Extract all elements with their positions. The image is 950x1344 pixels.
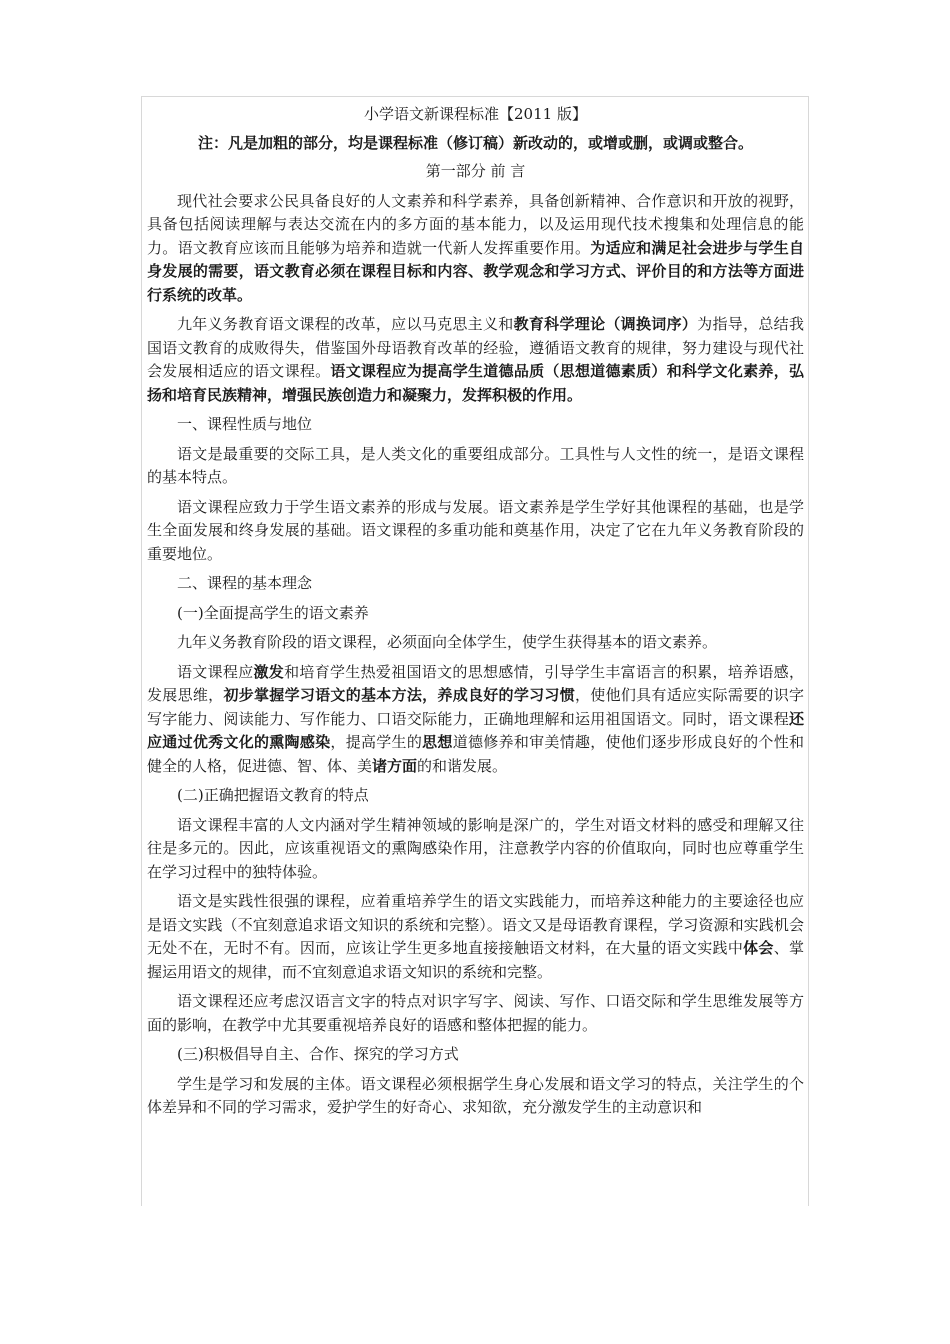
subsection-heading-1: (一)全面提高学生的语文素养 bbox=[177, 603, 369, 622]
subsection-heading-2: (二)正确把握语文教育的特点 bbox=[177, 786, 369, 804]
paragraph-text: 语文是实践性很强的课程，应着重培养学生的语文实践能力，而培养这种能力的主要途径也应是语文实践（不宜刻意追求语文知识的系统和完整）。语文又是母语教育课程，学习资源和实践机会无处不在，无时不有。因而，应该让学生更多地直接接触语文材料，在大量的语文实践中 bbox=[147, 892, 804, 957]
paragraph-1 bbox=[147, 190, 804, 308]
paragraph-text: 、掌握运用语文的规律，而不宜刻意追求语文知识的系统和完整。 bbox=[147, 939, 804, 981]
paragraph-text: 道德修养和审美情趣，使他们逐步形成良好的个性和健全的人格，促进德、智、体、美 bbox=[147, 733, 804, 775]
bold-revision: 体会 bbox=[743, 939, 774, 957]
paragraph-2 bbox=[147, 313, 804, 407]
paragraph-text: 九年义务教育语文课程的改革，应以马克思主义和 bbox=[177, 315, 514, 333]
document-title: 小学语文新课程标准【2011 版】 bbox=[364, 105, 587, 123]
paragraph-8 bbox=[147, 890, 804, 984]
bold-revision: 还应通过优秀文化的熏陶感染 bbox=[147, 709, 804, 751]
bold-revision: 诸方面 bbox=[372, 756, 418, 775]
paragraph-3: 语文是最重要的交际工具，是人类文化的重要组成部分。工具性与人文性的统一，是语文课程的基本特点。 bbox=[147, 444, 804, 486]
section-heading-2: 二、课程的基本理念 bbox=[177, 574, 313, 592]
section-heading-1: 一、课程性质与地位 bbox=[177, 415, 313, 433]
subsection-heading-3: (三)积极倡导自主、合作、探究的学习方式 bbox=[177, 1045, 459, 1063]
document-page bbox=[141, 96, 809, 1206]
revision-note: 注：凡是加粗的部分，均是课程标准（修订稿）新改动的，或增或删，或调或整合。 bbox=[197, 133, 753, 152]
bold-revision: 初步掌握学习语文的基本方法，养成良好的学习习惯 bbox=[223, 686, 575, 704]
paragraph-7: 语文课程丰富的人文内涵对学生精神领域的影响是深广的，学生对语文材料的感受和理解又往往是多元的。因此，应该重视语文的熏陶感染作用，注意教学内容的价值取向，同时也应尊重学生在学习过程中的独特体验。 bbox=[147, 815, 804, 881]
paragraph-text: ，使他们具有适应实际需要的识字写字能力、阅读能力、写作能力、口语交际能力，正确地理解和运用祖国语文。同时，语文课程 bbox=[147, 686, 804, 728]
paragraph-text: 的和谐发展。 bbox=[417, 756, 508, 775]
paragraph-9: 语文课程还应考虑汉语言文字的特点对识字写字、阅读、写作、口语交际和学生思维发展等方面的影响，在教学中尤其要重视培养良好的语感和整体把握的能力。 bbox=[147, 992, 804, 1034]
part-heading: 第一部分 前 言 bbox=[425, 162, 526, 180]
bold-revision: 激发 bbox=[253, 662, 285, 681]
paragraph-10: 学生是学习和发展的主体。语文课程必须根据学生身心发展和语文学习的特点，关注学生的个体差异和不同的学习需求，爱护学生的好奇心、求知欲，充分激发学生的主动意识和 bbox=[147, 1074, 804, 1116]
bold-revision: 教育科学理论（调换词序） bbox=[513, 315, 698, 333]
bold-revision: 为适应和满足社会进步与学生自身发展的需要，语文教育必须在课程目标和内容、教学观念和学习方式、评价目的和方法等方面进行系统的改革。 bbox=[147, 238, 804, 304]
paragraph-text: 和培育学生热爱祖国语文的思想感情，引导学生丰富语言的积累，培养语感，发展思维， bbox=[147, 662, 804, 704]
paragraph-text: 为指导，总结我国语文教育的成败得失，借鉴国外母语教育改革的经验，遵循语文教育的规律，努力建设与现代社会发展相适应的语文课程。 bbox=[147, 315, 804, 380]
paragraph-text: 语文课程应 bbox=[177, 662, 254, 681]
document-body bbox=[142, 97, 808, 1120]
paragraph-4: 语文课程应致力于学生语文素养的形成与发展。语文素养是学生学好其他课程的基础，也是学生全面发展和终身发展的基础。语文课程的多重功能和奠基作用，决定了它在九年义务教育阶段的重要地位。 bbox=[147, 497, 804, 563]
paragraph-text: 现代社会要求公民具备良好的人文素养和科学素养，具备创新精神、合作意识和开放的视野，具备包括阅读理解与表达交流在内的多方面的基本能力，以及运用现代技术搜集和处理信息的能力。语文教育应该而且能够为培养和造就一代新人发挥重要作用。 bbox=[147, 191, 804, 257]
bold-revision: 思想 bbox=[422, 733, 453, 751]
bold-revision: 语文课程应为提高学生道德品质（思想道德素质）和科学文化素养，弘扬和培育民族精神，增强民族创造力和凝聚力，发挥积极的作用。 bbox=[147, 362, 804, 404]
paragraph-6 bbox=[147, 661, 804, 779]
paragraph-text: ，提高学生的 bbox=[330, 733, 423, 751]
paragraph-5: 九年义务教育阶段的语文课程，必须面向全体学生，使学生获得基本的语文素养。 bbox=[177, 633, 718, 651]
